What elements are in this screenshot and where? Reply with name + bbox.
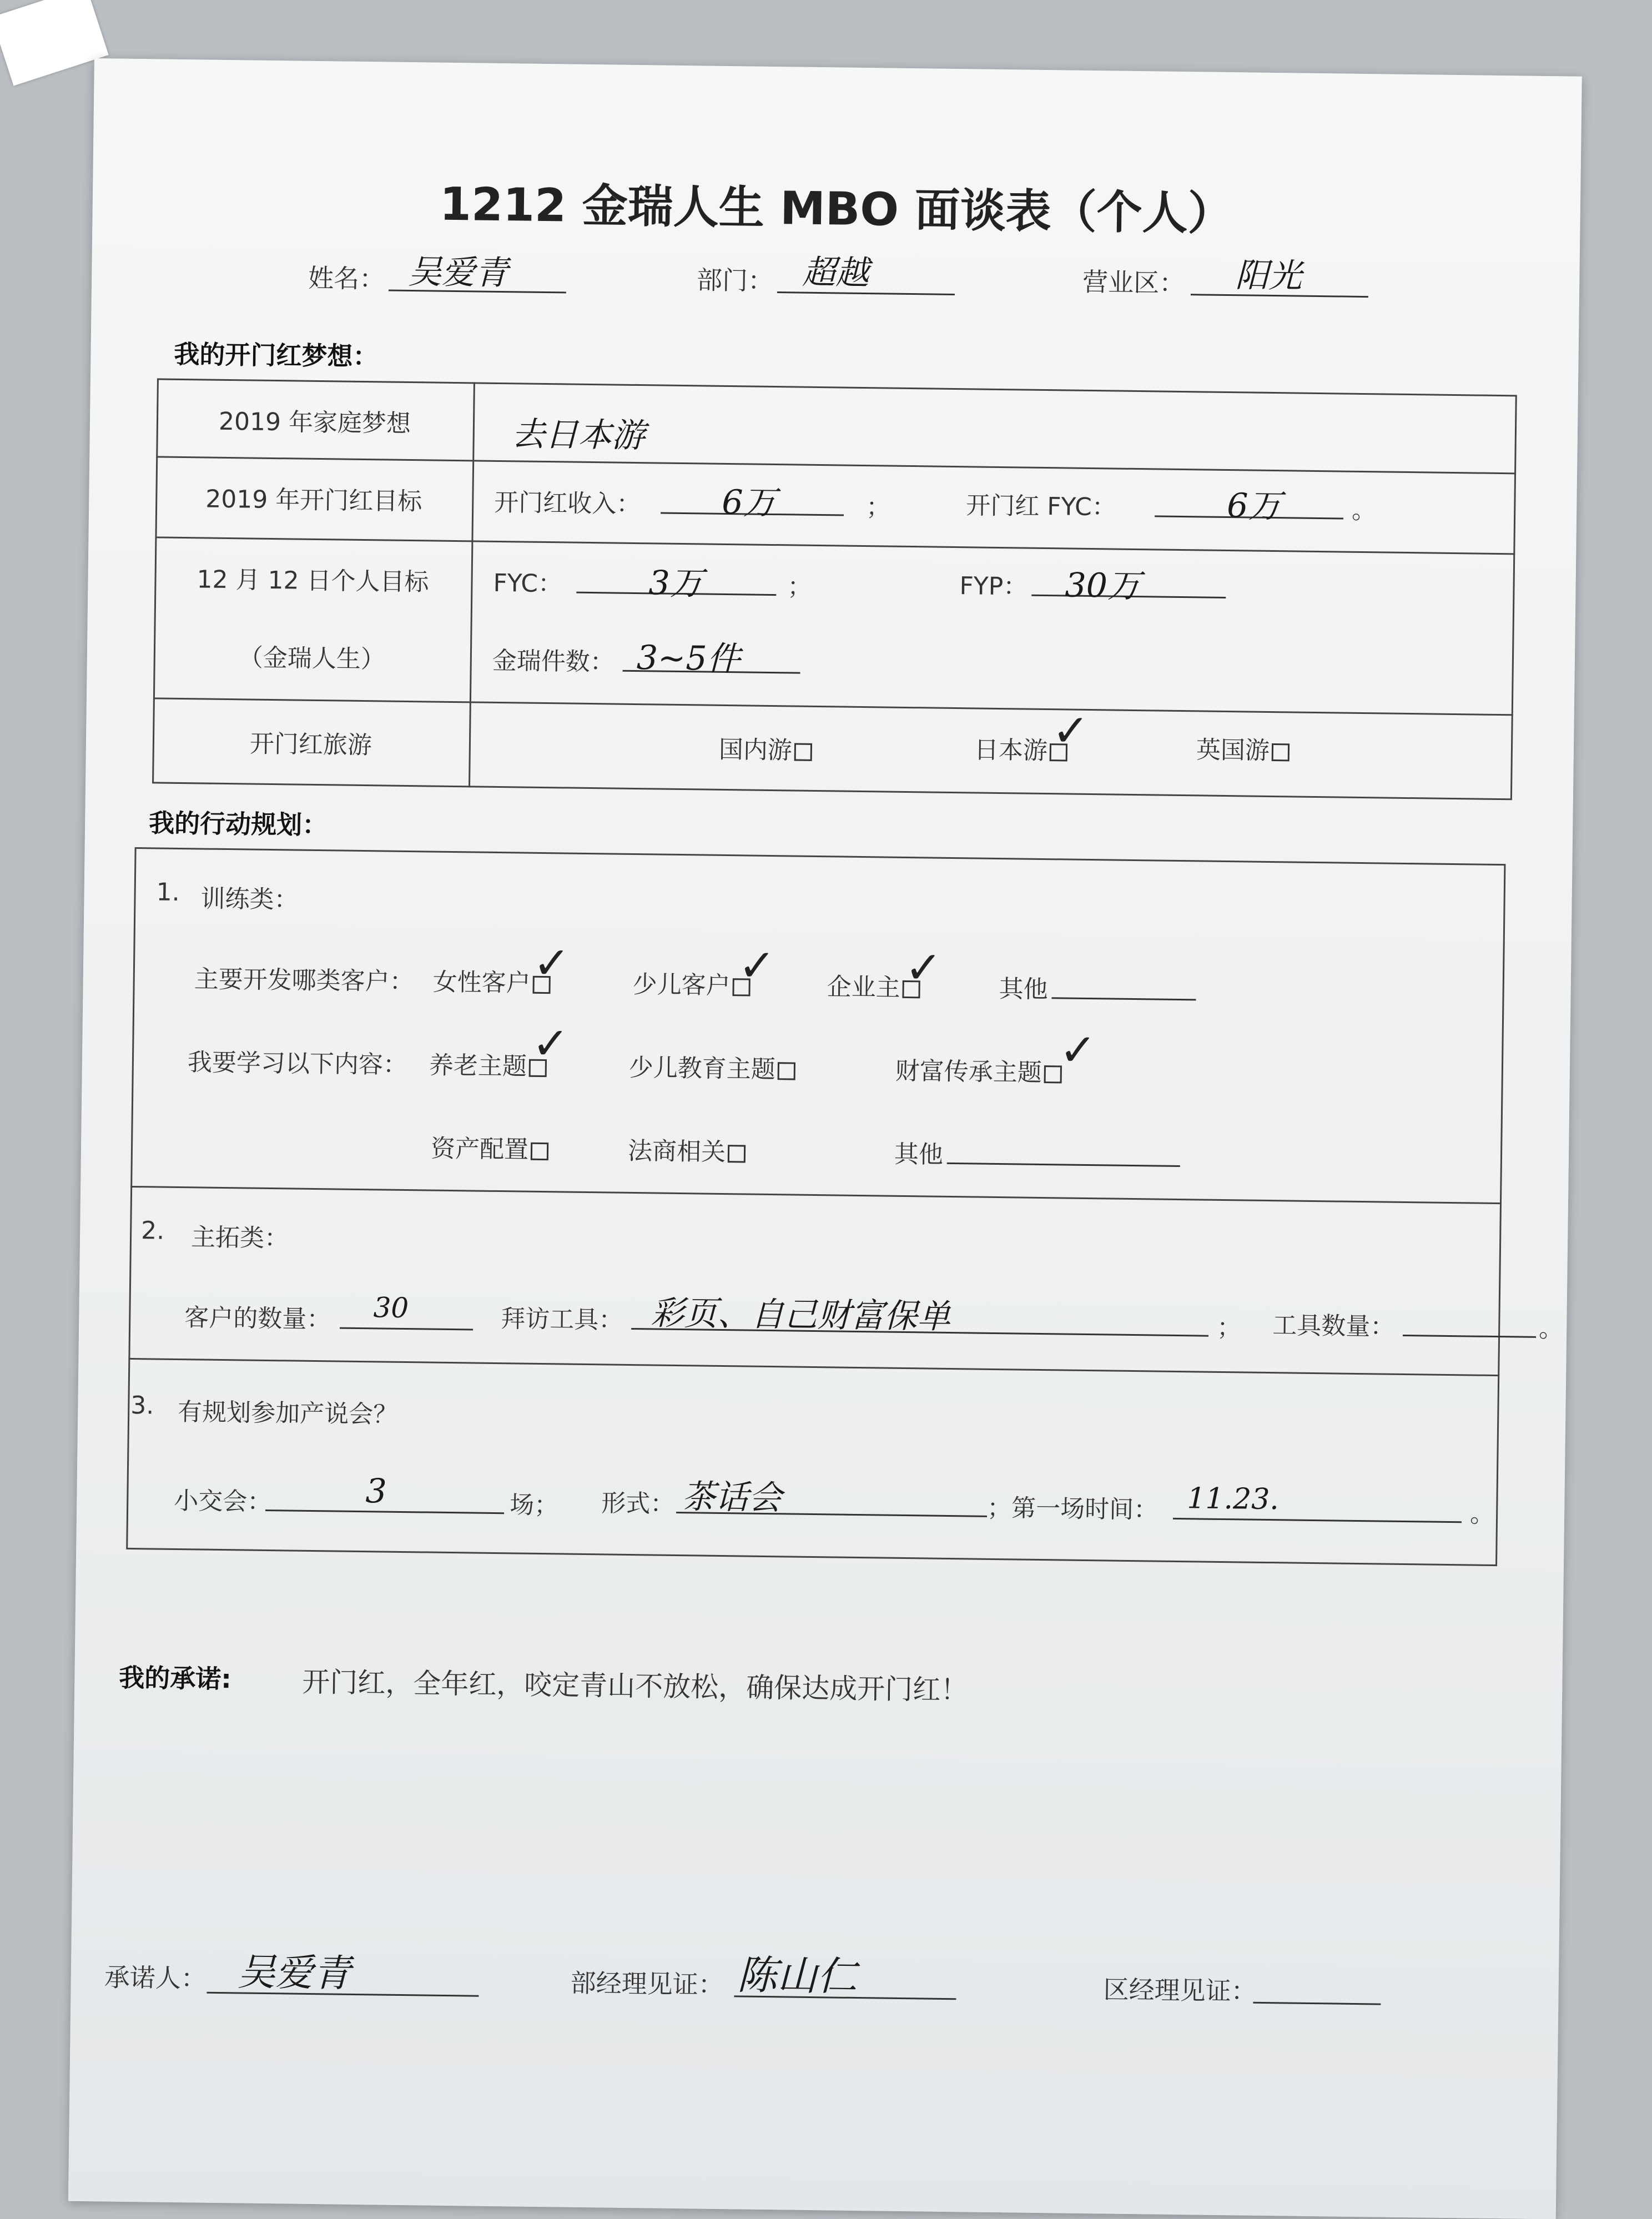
action-table: [126, 847, 1505, 1566]
form-sheet: [68, 58, 1582, 2219]
customers-handwriting: 30: [373, 1291, 409, 1325]
pledge-label: 我的承诺:: [119, 1662, 232, 1694]
customer-option-label: 女性客户: [432, 968, 531, 998]
fyc-label: 开门红 FYC：: [965, 491, 1117, 522]
travel-option-domestic: [719, 729, 813, 766]
learn-option-pension: [429, 1045, 547, 1083]
learn-option-law: [628, 1131, 746, 1168]
customers-label: 客户的数量：: [184, 1304, 331, 1334]
customer-option-label: 少儿客户: [632, 970, 731, 1000]
count-handwriting: 3~5件: [636, 638, 741, 679]
zone-manager-label: 区经理见证：: [1103, 1974, 1257, 2006]
training-title: 训练类：: [200, 884, 299, 914]
travel-option-label: 国内游: [718, 735, 793, 765]
checkmark-icon: ✓: [532, 937, 571, 989]
zone-manager-underline: [1253, 2002, 1381, 2005]
checkbox-icon: [778, 1062, 795, 1080]
learn-option-label: 财富传承主题: [895, 1056, 1042, 1087]
dept-handwriting: 超越: [802, 253, 869, 293]
small-meeting-handwriting: 3: [365, 1472, 387, 1511]
learn-option-label: 资产配置: [430, 1134, 529, 1164]
customer-option-label: 企业主: [827, 973, 900, 1002]
checkmark-icon: ✓: [531, 1017, 570, 1070]
learn-option-label: 养老主题: [429, 1051, 527, 1081]
learn-label: 我要学习以下内容：: [187, 1048, 408, 1080]
fyp-handwriting: 30万: [1065, 566, 1141, 606]
tools-handwriting: 彩页、自己财富保单: [651, 1294, 951, 1337]
promiser-signature: 吴爱青: [237, 1950, 351, 1996]
learn-option-label: 少儿教育主题: [628, 1053, 776, 1084]
fyc2-handwriting: 3万: [648, 563, 704, 603]
travel-label: 开门红旅游: [249, 729, 372, 760]
travel-option-uk: [1196, 729, 1290, 766]
income-label: 开门红收入：: [493, 488, 641, 519]
learn-option-wealth: [895, 1051, 1062, 1089]
first-session-end: 。: [1469, 1500, 1495, 1529]
promiser-label: 承诺人：: [104, 1962, 207, 1994]
checkbox-icon: [794, 743, 812, 761]
expansion-number: 2.: [140, 1216, 165, 1245]
dept-manager-signature: 陈山仁: [737, 1951, 858, 2000]
income-handwriting: 6万: [721, 482, 777, 523]
action-heading: 我的行动规划：: [148, 808, 328, 841]
checkbox-icon: [1272, 743, 1290, 761]
learn-option-other: 其他: [894, 1140, 944, 1169]
personal-target-sublabel: （金瑞人生）: [238, 643, 386, 674]
checkbox-icon: [728, 1145, 746, 1163]
pledge-text: 开门红，全年红，咬定青山不放松，确保达成开门红！: [301, 1665, 969, 1707]
first-session-label: ；第一场时间：: [986, 1493, 1159, 1524]
fyp-label: FYP：: [959, 572, 1028, 601]
customer-option-children: [632, 964, 751, 1002]
count-label: 金瑞件数：: [492, 646, 615, 677]
travel-option-label: 英国游: [1196, 736, 1270, 765]
form-title: 1212 金瑞人生 MBO 面谈表（个人）: [439, 178, 1234, 241]
training-number: 1.: [156, 878, 180, 907]
dream-heading: 我的开门红梦想：: [174, 339, 379, 372]
dept-manager-label: 部经理见证：: [570, 1968, 724, 2000]
fyc2-separator: ；: [787, 572, 812, 601]
tools-label: 拜访工具：: [501, 1305, 623, 1335]
fyc-end: 。: [1351, 496, 1377, 525]
zone-label: 营业区：: [1082, 266, 1185, 299]
small-meeting-label: 小交会：: [173, 1486, 272, 1517]
form-label: 形式：: [601, 1489, 675, 1518]
first-session-handwriting: 11.23.: [1187, 1482, 1280, 1517]
tools-separator: ；: [1216, 1313, 1242, 1342]
personal-target-label: 12 月 12 日个人目标: [197, 565, 429, 597]
tool-count-label: 工具数量：: [1272, 1311, 1395, 1341]
learn-option-education: [629, 1048, 796, 1085]
income-separator: ；: [865, 493, 891, 522]
zone-handwriting: 阳光: [1235, 256, 1302, 296]
checkbox-icon: [531, 1143, 548, 1160]
learn-option-asset: [431, 1129, 549, 1166]
customer-label: 主要开发哪类客户：: [194, 965, 415, 997]
form-handwriting: 茶话会: [681, 1477, 782, 1518]
tool-count-end: 。: [1538, 1314, 1564, 1344]
name-handwriting: 吴爱青: [407, 252, 508, 293]
checkmark-icon: ✓: [738, 939, 776, 992]
checkmark-icon: ✓: [1059, 1024, 1097, 1076]
travel-option-label: 日本游: [974, 736, 1048, 766]
expansion-title: 主拓类：: [190, 1223, 289, 1253]
name-label: 姓名：: [308, 263, 385, 294]
family-dream-label: 2019 年家庭梦想: [218, 407, 411, 439]
customer-option-other: 其他: [999, 975, 1048, 1004]
checkmark-icon: ✓: [904, 941, 943, 994]
seminar-number: 3.: [130, 1391, 154, 1420]
family-dream-handwriting: 去日本游: [511, 415, 646, 456]
checkmark-icon: ✓: [1051, 705, 1090, 757]
seminar-title: 有规划参加产说会？: [177, 1398, 398, 1429]
background-paper-corner: [0, 0, 109, 86]
dept-label: 部门：: [696, 265, 774, 296]
small-meeting-unit: 场；: [509, 1491, 559, 1520]
fyc-handwriting: 6万: [1226, 486, 1282, 526]
learn-option-label: 法商相关: [627, 1136, 726, 1167]
fyc2-label: FYC：: [493, 568, 563, 598]
target-label: 2019 年开门红目标: [205, 485, 422, 516]
